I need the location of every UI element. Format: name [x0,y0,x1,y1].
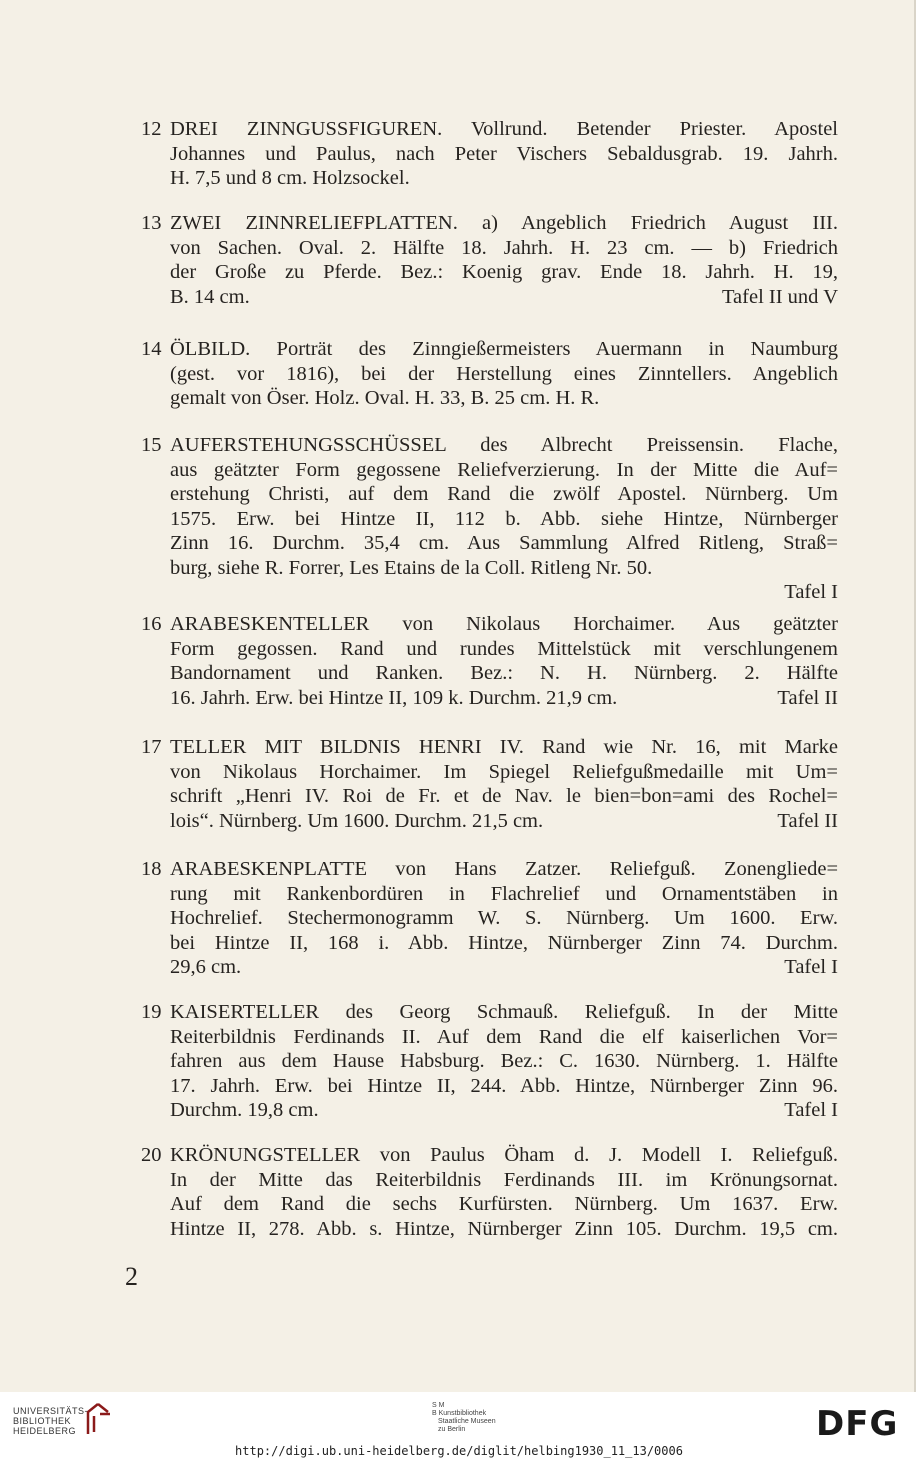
entry-number: 12 [141,118,162,140]
entry-line: 29,6 cm. [170,956,242,978]
entry-number: 19 [141,1001,162,1023]
plate-reference: Tafel I [784,581,838,603]
entry-line: Bandornament und Ranken. Bez.: N. H. Nürnberg. 2. Hälfte [170,662,838,684]
entry-text [170,117,838,191]
museum-stamp-line: B Kunstbibliothek [432,1410,487,1417]
university-library-logo [13,1406,88,1436]
entry-line: ARABESKENPLATTE von Hans Zatzer. Reliefguß. Zonengliede= [170,858,838,880]
entry-line: aus geätzter Form gegossene Reliefverzierung. In der Mitte die Auf= [170,458,838,481]
entry-number: 14 [141,338,162,360]
library-logo-line: HEIDELBERG [13,1426,77,1436]
museum-stamp-line: Staatliche Museen [438,1418,496,1425]
source-url-link[interactable]: http://digi.ub.uni-heidelberg.de/diglit/helbing1930_11_13/0006 [235,1444,683,1458]
entry-line: Durchm. 19,8 cm. [170,1099,319,1121]
entry-line-with-plate [170,1098,838,1123]
plate-reference: Tafel II [777,809,838,832]
entry-line: 16. Jahrh. Erw. bei Hintze II, 109 k. Durchm. 21,9 cm. [170,686,618,709]
library-logo-line: BIBLIOTHEK [13,1416,72,1426]
entry-text [170,337,838,411]
entry-line: rung mit Rankenbordüren in Flachrelief und Ornamentstäben in [170,882,838,905]
entry-line: Hochrelief. Stechermonogramm W. S. Nürnberg. Um 1600. Erw. [170,907,838,929]
entry-number: 20 [141,1144,162,1166]
library-logo-line: UNIVERSITÄTS- [13,1406,89,1416]
entry-text [170,433,838,605]
entry-line-with-plate [170,955,838,980]
entry-line: TELLER MIT BILDNIS HENRI IV. Rand wie Nr. 16, mit Marke [170,736,838,758]
entry-line: ZWEI ZINNRELIEFPLATTEN. a) Angeblich Friedrich August III. [170,212,838,234]
plate-reference: Tafel II [777,686,838,709]
museum-library-stamp [432,1402,496,1434]
entry-number: 18 [141,858,162,880]
entry-line: (gest. vor 1816), bei der Herstellung eines Zinntellers. Angeblich [170,362,838,385]
entry-line: der Große zu Pferde. Bez.: Koenig grav. Ende 18. Jahrh. H. 19, [170,261,838,283]
entry-line: lois“. Nürnberg. Um 1600. Durchm. 21,5 cm. [170,809,544,832]
page-number: 2 [125,1262,138,1291]
entry-line: von Sachen. Oval. 2. Hälfte 18. Jahrh. H. 23 cm. — b) Friedrich [170,236,838,259]
entry-line: KAISERTELLER des Georg Schmauß. Reliefguß. In der Mitte [170,1001,838,1023]
entry-line: H. 7,5 und 8 cm. Holzsockel. [170,167,410,189]
entry-number: 13 [141,212,162,234]
dfg-logo: DFG [816,1404,899,1444]
entry-line: KRÖNUNGSTELLER von Paulus Öham d. J. Modell I. Reliefguß. [170,1144,838,1166]
plate-reference: Tafel I [784,1099,838,1121]
entry-number: 17 [141,736,162,758]
museum-stamp-line: zu Berlin [438,1426,466,1433]
entry-text [170,612,838,710]
entry-line: Reiterbildnis Ferdinands II. Auf dem Rand die elf kaiserlichen Vor= [170,1025,838,1048]
entry-line: In der Mitte das Reiterbildnis Ferdinands III. im Krönungsornat. [170,1168,838,1191]
entry-line: Auf dem Rand die sechs Kurfürsten. Nürnberg. Um 1637. Erw. [170,1193,838,1215]
entry-line: fahren aus dem Hause Habsburg. Bez.: C. 1630. Nürnberg. 1. Hälfte [170,1050,838,1072]
entry-line: ÖLBILD. Porträt des Zinngießermeisters Auermann in Naumburg [170,338,838,360]
plate-reference: Tafel II und V [721,285,838,308]
entry-text [170,1143,838,1241]
entry-line: erstehung Christi, auf dem Rand die zwölf Apostel. Nürnberg. Um [170,483,838,505]
entry-line: burg, siehe R. Forrer, Les Etains de la Coll. Ritleng Nr. 50. [170,556,653,579]
entry-line: 1575. Erw. bei Hintze II, 112 b. Abb. siehe Hintze, Nürnberger [170,507,838,530]
entry-number: 15 [141,434,162,456]
entry-line: von Nikolaus Horchaimer. Im Spiegel Reliefgußmedaille mit Um= [170,760,838,783]
plate-reference: Tafel I [784,956,838,978]
entry-line: DREI ZINNGUSSFIGUREN. Vollrund. Betender Priester. Apostel [170,118,838,140]
entry-text [170,857,838,980]
entry-line: Form gegossen. Rand und rundes Mittelstück mit verschlungenem [170,637,838,660]
entry-text [170,735,838,833]
entry-line: bei Hintze II, 168 i. Abb. Hintze, Nürnberger Zinn 74. Durchm. [170,931,838,954]
entry-line: 17. Jahrh. Erw. bei Hintze II, 244. Abb. Hintze, Nürnberger Zinn 96. [170,1074,838,1097]
digitization-footer [0,1392,918,1460]
entry-line: Hintze II, 278. Abb. s. Hintze, Nürnberger Zinn 105. Durchm. 19,5 cm. [170,1217,838,1240]
entry-line-with-plate [170,809,838,834]
museum-stamp-line: S M [432,1402,445,1409]
entry-line: Johannes und Paulus, nach Peter Vischers Sebaldusgrab. 19. Jahrh. [170,142,838,165]
entry-line-with-plate [170,285,838,310]
entry-line: gemalt von Öser. Holz. Oval. H. 33, B. 25 cm. H. R. [170,387,600,409]
entry-line-with-plate [170,686,838,711]
entry-line: Zinn 16. Durchm. 35,4 cm. Aus Sammlung Alfred Ritleng, Straß= [170,532,838,554]
entry-text [170,1000,838,1123]
entry-text [170,211,838,309]
library-logo-icon [84,1402,112,1436]
entry-number: 16 [141,613,162,635]
entry-line: schrift „Henri IV. Roi de Fr. et de Nav. le bien=bon=ami des Rochel= [170,785,838,807]
entry-line: ARABESKENTELLER von Nikolaus Horchaimer. Aus geätzter [170,613,838,635]
entry-line: B. 14 cm. [170,285,250,308]
entry-line: AUFERSTEHUNGSSCHÜSSEL des Albrecht Preissensin. Flache, [170,434,838,456]
